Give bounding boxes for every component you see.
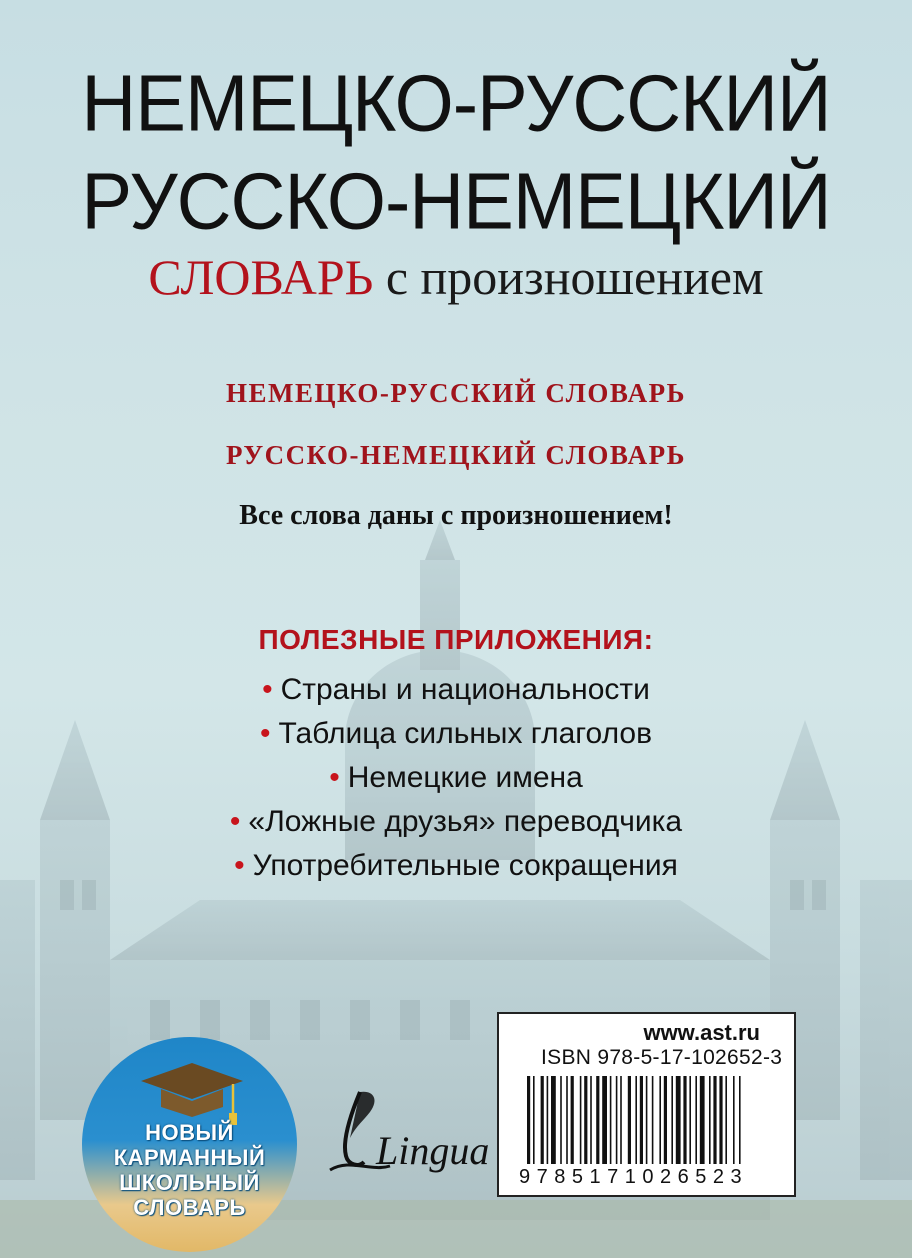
series-badge: [82, 1037, 297, 1252]
barcode-bar: [676, 1076, 681, 1164]
section-russian-german: РУССКО-НЕМЕЦКИЙ СЛОВАРЬ: [226, 440, 686, 470]
barcode-bar: [689, 1076, 691, 1164]
barcode-bar: [713, 1076, 716, 1164]
barcode-bar: [620, 1076, 622, 1164]
publisher-url: www.ast.ru: [643, 1020, 760, 1045]
barcode-bar: [659, 1076, 661, 1164]
bullet-icon: •: [229, 805, 241, 838]
badge-line-1: НОВЫЙ: [145, 1120, 234, 1145]
barcode-digits: 9785171026523: [519, 1166, 749, 1188]
barcode-bar: [709, 1076, 711, 1164]
barcode-bar: [541, 1076, 544, 1164]
bullet-icon: •: [259, 717, 271, 750]
list-item: [0, 800, 912, 844]
barcode-bar: [560, 1076, 562, 1164]
barcode-bar: [652, 1076, 654, 1164]
title-line-2: РУССКО-НЕМЕЦКИЙ: [81, 156, 831, 247]
barcode-icon: [527, 1076, 777, 1166]
barcode-bar: [628, 1076, 631, 1164]
barcode-bar: [640, 1076, 643, 1164]
lingua-text: Lingua: [376, 1128, 490, 1173]
lingua-quill-logo: [320, 1086, 490, 1186]
bullet-icon: •: [329, 761, 340, 794]
appendices-list: [0, 668, 912, 888]
barcode-bar: [616, 1076, 618, 1164]
barcode-bar: [590, 1076, 592, 1164]
list-item-text: Страны и национальности: [280, 673, 650, 706]
barcode-bar: [695, 1076, 697, 1164]
graduation-cap-icon: [137, 1057, 247, 1127]
barcode-bar: [725, 1076, 727, 1164]
badge-line-3: ШКОЛЬНЫЙ: [119, 1170, 260, 1195]
badge-line-4: СЛОВАРЬ: [133, 1195, 246, 1220]
barcode-bar: [551, 1076, 556, 1164]
bullet-icon: •: [262, 673, 273, 706]
appendices-title: ПОЛЕЗНЫЕ ПРИЛОЖЕНИЯ:: [258, 624, 654, 655]
barcode-bar: [683, 1076, 686, 1164]
section-german-russian: НЕМЕЦКО-РУССКИЙ СЛОВАРЬ: [226, 378, 686, 408]
tagline: Все слова даны с произношением!: [239, 500, 673, 531]
list-item: [0, 844, 912, 888]
barcode-panel: [497, 1012, 796, 1197]
list-item-text: Немецкие имена: [347, 761, 583, 794]
barcode-bar: [610, 1076, 612, 1164]
barcode-bar: [547, 1076, 549, 1164]
list-item-text: Таблица сильных глаголов: [278, 717, 653, 750]
badge-line-2: КАРМАННЫЙ: [113, 1145, 266, 1170]
barcode-bar: [533, 1076, 535, 1164]
barcode-bar: [671, 1076, 673, 1164]
barcode-bar: [739, 1076, 741, 1164]
barcode-bar: [719, 1076, 722, 1164]
barcode-bar: [646, 1076, 648, 1164]
barcode-bar: [527, 1076, 530, 1164]
barcode-bar: [700, 1076, 705, 1164]
subtitle-dictionary-word: СЛОВАРЬ: [148, 249, 374, 305]
bullet-icon: •: [234, 849, 245, 882]
barcode-bar: [733, 1076, 735, 1164]
barcode-bar: [571, 1076, 574, 1164]
barcode-bar: [596, 1076, 599, 1164]
barcode-bar: [635, 1076, 637, 1164]
list-item-text: «Ложные друзья» переводчика: [248, 805, 683, 838]
barcode-bar: [566, 1076, 568, 1164]
subtitle-pronunciation: с произношением: [373, 249, 764, 305]
barcode-bar: [664, 1076, 667, 1164]
list-item-text: Употребительные сокращения: [252, 849, 678, 882]
list-item: [0, 668, 912, 712]
badge-text: [82, 1120, 297, 1220]
isbn-label: ISBN 978-5-17-102652-3: [541, 1046, 783, 1069]
list-item: [0, 756, 912, 800]
barcode-bar: [580, 1076, 582, 1164]
subtitle: [0, 248, 912, 306]
list-item: [0, 712, 912, 756]
barcode-bar: [602, 1076, 607, 1164]
barcode-bar: [584, 1076, 587, 1164]
title-line-1: НЕМЕЦКО-РУССКИЙ: [81, 58, 831, 149]
